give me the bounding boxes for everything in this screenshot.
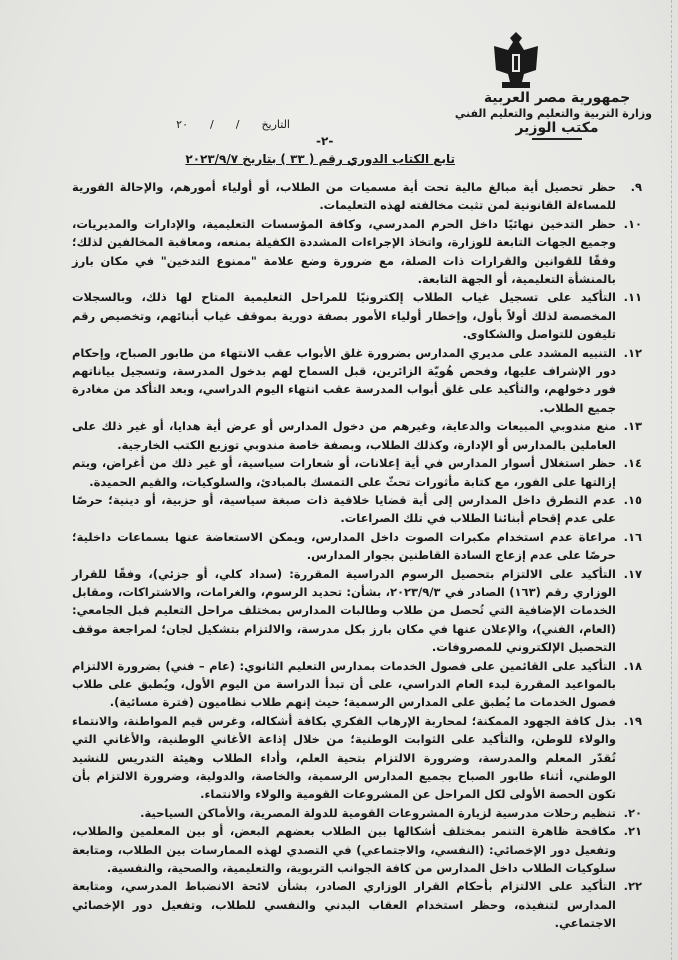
list-item	[72, 344, 642, 418]
list-item	[72, 491, 642, 528]
list-item	[72, 288, 642, 343]
letterhead-rule	[532, 138, 582, 140]
item-text: التأكيد على الالتزام بأحكام القرار الوزاري الصادر، بشأن لائحة الانضباط المدرسي، ومتابعة المدارس لتنفيذه، وحظر استخدام العقاب البدني والنفسي للطلاب، وتفعيل دور الإخصائي الاجتماعي.	[72, 879, 616, 931]
list-item	[72, 822, 642, 877]
item-number: ١٣.	[623, 419, 642, 434]
item-number: ١٤.	[623, 456, 642, 471]
item-number: ١٧.	[623, 566, 642, 581]
list-item	[72, 565, 642, 657]
item-number: ١١.	[623, 290, 642, 305]
item-number: ١٦.	[623, 529, 642, 544]
list-item	[72, 178, 642, 215]
item-number: ٢٠.	[623, 805, 642, 820]
office-name: مكتب الوزير	[515, 120, 599, 136]
document-subtitle: تابع الكتاب الدوري رقم ( ٣٣ ) بتاريخ ٢٠٢٣/٩/٧	[185, 152, 455, 166]
item-text: التنبيه المشدد على مديري المدارس بضرورة غلق الأبواب عقب الانتهاء من طابور الصباح، وإحكام دور الإشراف عليها، وفحص هُويّة الزائرين، قبل السماح لهم بدخول المدرسة، وتسجيل بياناتهم فور دخولهم، والتأكيد على غلق أبواب المدرسة عقب انتهاء اليوم الدراسي، وبعد التأكد من مغادرة جميع الطلاب.	[72, 345, 616, 415]
country-name: جمهورية مصر العربية	[483, 90, 631, 106]
page-number: -٢-	[316, 134, 334, 148]
item-text: مكافحة ظاهرة التنمر بمختلف أشكالها بين الطلاب بعضهم البعض، أو بين المعلمين والطلاب، وتفعيل دور الإخصائي: (النفسي، والاجتماعي) في التصدي لهذه الممارسات بين الطلاب، ومتابعة سلوكيات الطلاب داخل المدارس من كافة الجوانب التربوية، والتعليمية، والصحية، والنفسية.	[72, 824, 616, 876]
ministry-name: وزارة التربية والتعليم والتعليم الفني	[454, 107, 652, 120]
item-text: تنظيم رحلات مدرسية لزيارة المشروعات القومية للدولة المصرية، والأماكن السياحية.	[140, 805, 616, 820]
date-field	[140, 118, 290, 131]
eagle-emblem-icon	[488, 30, 544, 90]
list-item	[72, 877, 642, 932]
list-item	[72, 712, 642, 804]
item-number: ١٩.	[623, 713, 642, 728]
list-item	[72, 454, 642, 491]
item-number: ٩.	[630, 180, 642, 194]
date-label: التاريخ	[261, 118, 290, 131]
item-text: حظر استغلال أسوار المدارس في أية إعلانات، أو شعارات سياسية، أو غير ذلك من أغراض، ويتم إزالتها على الفور، مع كتابة مأثورات تحثّ على التمسك بالمبادئ، والسلوكيات، والقيم الحميدة.	[72, 456, 616, 489]
item-text: حظر تحصيل أية مبالغ مالية تحت أية مسميات من الطلاب، أو أولياء أمورهم، والإحالة الفورية للمساءلة القانونية لمن تثبت مخالفته لهذه التعليمات.	[72, 180, 616, 213]
item-text: حظر التدخين نهائيًا داخل الحرم المدرسي، وكافة المؤسسات التعليمية، والإدارات والمديريات، وجميع الجهات التابعة للوزارة، واتخاذ الإجراءات المشددة الكفيلة بمنعه، ومعاقبة المخالفين لذلك؛ وفقًا للقوانين والقرارات ذات الصلة، مع ضرورة وضع علامة "ممنوع التدخين" في مكان بارز بالمنشأة التعليمية، أو الجهة التابعة.	[72, 216, 616, 287]
list-item	[72, 417, 642, 454]
list-item	[72, 804, 642, 822]
item-number: ١٠.	[623, 216, 642, 231]
item-number: ١٨.	[623, 658, 642, 673]
item-number: ١٢.	[623, 345, 642, 360]
list-item	[72, 657, 642, 712]
item-text: منع مندوبي المبيعات والدعاية، وغيرهم من دخول المدارس أو عرض أية هدايا، أو غير ذلك على العاملين بالمدارس أو الإدارة، وكذلك الطلاب، وبصفة خاصة مندوبي توزيع الكتب الخارجية.	[72, 419, 616, 452]
item-number: ١٥.	[623, 492, 642, 507]
item-text: التأكيد على تسجيل غياب الطلاب إلكترونيًا للمراحل التعليمية المتاح لها ذلك، وبالسجلات المخصصة لذلك أولاً بأول، وإخطار أولياء الأمور بصفة دورية بموقف غياب أبنائهم، وتخصيص رقم تليفون للتواصل والشكاوى.	[72, 290, 616, 342]
item-text: عدم التطرق داخل المدارس إلى أية قضايا خلافية ذات صبغة سياسية، أو حزبية، أو دينية؛ حرصًا على عدم إقحام أبنائنا الطلاب في تلك الصراعات.	[72, 492, 616, 526]
item-text: بذل كافة الجهود الممكنة؛ لمحاربة الإرهاب الفكري بكافة أشكاله، وغرس قيم المواطنة، والانتماء والولاء للوطن، والتأكيد على الثوابت الوطنية؛ من خلال إذاعة الأغاني الوطنية، والأغاني التي تُقدّر المعلم والمدرسة، وضرورة الالتزام بتحية العلم، وأداء الطلاب وهيئة التدريس للنشيد الوطني، أثناء طابور الصباح بجميع المدارس الرسمية، والخاصة، والدولية، وضرورة الالتزام بأن تكون الحصة الأولى لكل المراحل عن المشروعات القومية والولاء والانتماء.	[72, 713, 616, 802]
instructions-list	[72, 178, 642, 933]
list-item	[72, 215, 642, 289]
letterhead	[454, 90, 652, 140]
list-item	[72, 528, 642, 565]
item-text: التأكيد على الالتزام بتحصيل الرسوم الدراسية المقررة: (سداد كلي، أو جزئي)، وفقًا للقرار الوزاري رقم (١٦٣) الصادر في ٢٠٢٣/٩/٣، بشأن: تحديد الرسوم، والغرامات، والاشتراكات، ومقابل الخدمات الإضافية التي تُحصل من طلاب وطالبات المدارس بمختلف مراحل التعليم قبل الجامعي: (العام، الفني)، والإعلان عنها في مكان بارز بكل مدرسة، والالتزام بتشكيل لجان؛ لمراجعة موقف التحصيل الإلكتروني للمصروفات.	[72, 566, 617, 655]
item-number: ٢١.	[623, 824, 642, 839]
date-separator: /	[210, 118, 214, 131]
item-text: مراعاة عدم استخدام مكبرات الصوت داخل المدارس، ويمكن الاستعاضة عنها بسماعات داخلية؛ حرصًا على عدم إزعاج السادة القاطنين بجوار المدارس.	[72, 529, 616, 563]
date-separator: /	[235, 118, 240, 131]
item-number: ٢٢.	[623, 879, 642, 894]
scan-edge-divider	[670, 0, 672, 960]
date-year: ٢٠	[176, 118, 188, 131]
item-text: التأكيد على القائمين على فصول الخدمات بمدارس التعليم الثانوي: (عام – فني) بضرورة الالتزام بالمواعيد المقررة لبدء العام الدراسي، على أن تبدأ الدراسة من اليوم الأول، ويُطبق على طلاب فصول الخدمات ما يُطبق على المدارس الرسمية؛ حيث إنهم طلاب نظاميون (فترة مسائية).	[72, 658, 616, 710]
